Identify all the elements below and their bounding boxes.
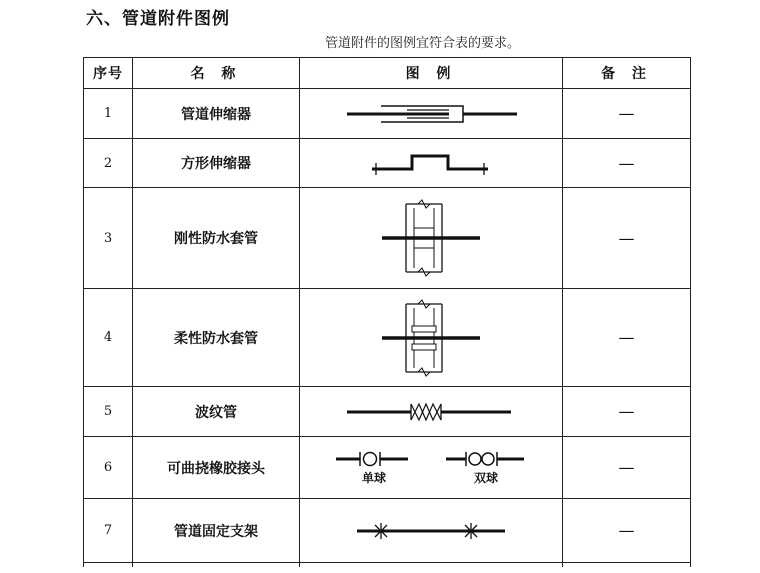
table-row bbox=[84, 89, 691, 139]
row-name: 可曲挠橡胶接头 bbox=[133, 437, 300, 499]
row-name: 波纹管 bbox=[133, 387, 300, 437]
table-header-row bbox=[84, 58, 691, 89]
header-name: 名 称 bbox=[133, 58, 300, 89]
double-ball-joint bbox=[444, 449, 528, 486]
row-note: — bbox=[563, 499, 691, 563]
rigid-waterproof-sleeve-symbol bbox=[300, 188, 563, 289]
row-name: 管道固定支架 bbox=[133, 499, 300, 563]
table-row bbox=[84, 499, 691, 563]
header-note: 备 注 bbox=[563, 58, 691, 89]
flexible-rubber-joint-symbol bbox=[300, 437, 563, 499]
intro-text: 管道附件的图例宜符合表的要求。 bbox=[325, 36, 521, 51]
double-ball-label: 双球 bbox=[473, 471, 498, 485]
row-note: — bbox=[563, 89, 691, 139]
table-row bbox=[84, 437, 691, 499]
bellows-pipe-symbol bbox=[300, 387, 563, 437]
header-symbol: 图 例 bbox=[300, 58, 563, 89]
row-name: 刚性防水套管 bbox=[133, 188, 300, 289]
section-heading: 六、管道附件图例 bbox=[86, 9, 230, 29]
pipe-fixed-support-symbol bbox=[300, 499, 563, 563]
single-ball-joint bbox=[334, 449, 414, 486]
row-no: 4 bbox=[84, 289, 133, 387]
row-no: 3 bbox=[84, 188, 133, 289]
table-row bbox=[84, 289, 691, 387]
row-no: 5 bbox=[84, 387, 133, 437]
table-row bbox=[84, 139, 691, 188]
row-note: — bbox=[563, 437, 691, 499]
row-note: — bbox=[563, 289, 691, 387]
flexible-waterproof-sleeve-symbol bbox=[300, 289, 563, 387]
table-row bbox=[84, 387, 691, 437]
row-no: 2 bbox=[84, 139, 133, 188]
table-row bbox=[84, 188, 691, 289]
row-name: 柔性防水套管 bbox=[133, 289, 300, 387]
row-no: 7 bbox=[84, 499, 133, 563]
header-no: 序号 bbox=[84, 58, 133, 89]
pipe-fittings-legend-table bbox=[83, 57, 691, 567]
row-note: — bbox=[563, 188, 691, 289]
row-no: 1 bbox=[84, 89, 133, 139]
square-expansion-joint-symbol bbox=[300, 139, 563, 188]
row-note: — bbox=[563, 139, 691, 188]
row-name: 管道伸缩器 bbox=[133, 89, 300, 139]
pipe-expansion-joint-symbol bbox=[300, 89, 563, 139]
row-note: — bbox=[563, 387, 691, 437]
row-no: 6 bbox=[84, 437, 133, 499]
single-ball-label: 单球 bbox=[361, 471, 386, 485]
row-name: 方形伸缩器 bbox=[133, 139, 300, 188]
table-row-partial bbox=[84, 563, 691, 568]
